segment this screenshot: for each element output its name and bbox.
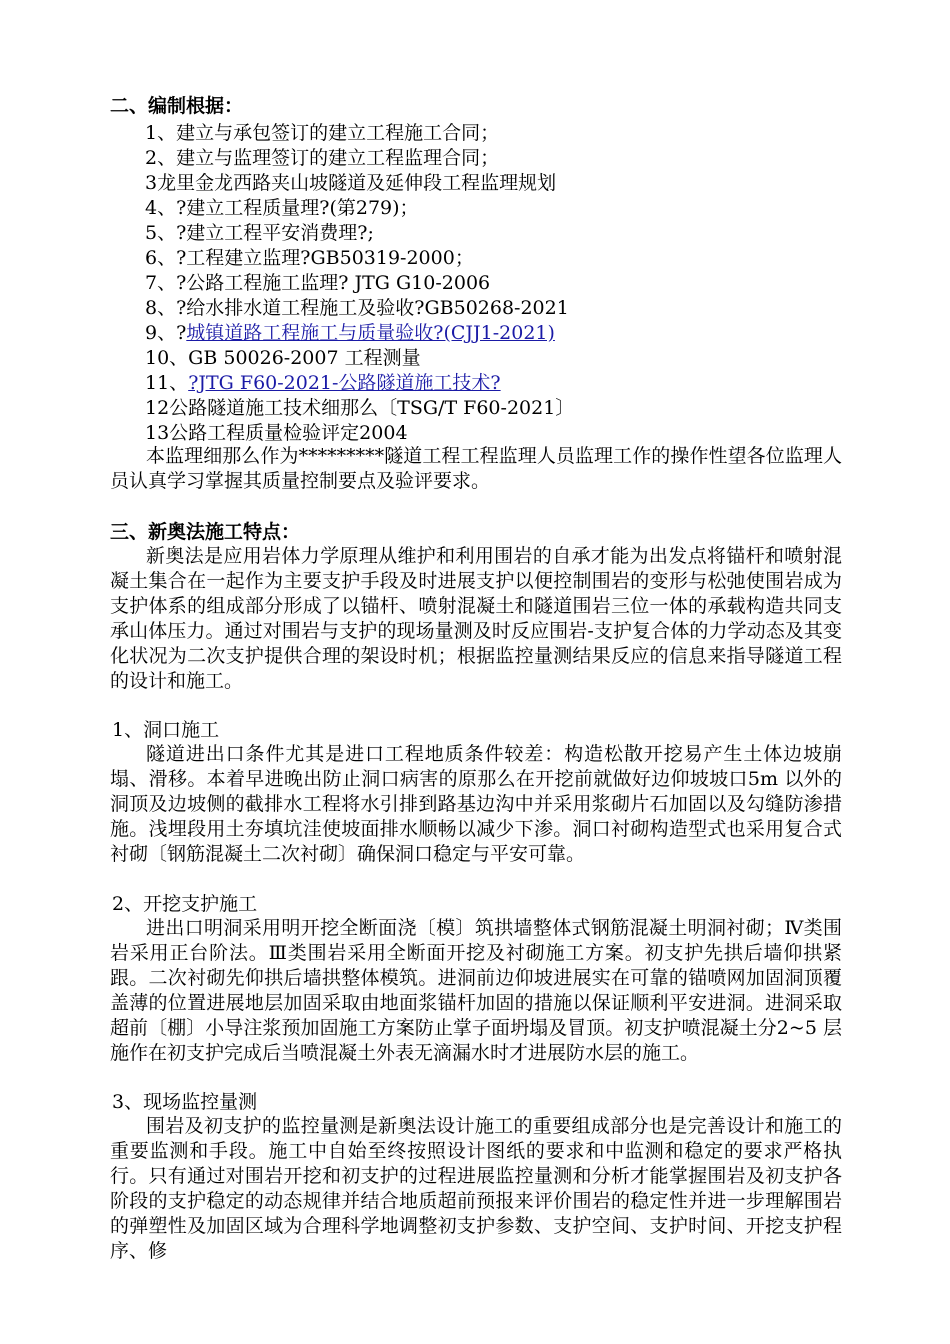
- section3-heading: 三、新奥法施工特点：: [110, 521, 301, 543]
- section2-closing-paragraph: 本监理细那么作为*********隧道工程工程监理人员监理工作的操作性望各位监理人员认真学习掌握其质量控制要点及验评要求。: [110, 445, 842, 492]
- subsection-3-title: 3、现场监控量测: [112, 1091, 258, 1113]
- reference-item-3: 3龙里金龙西路夹山坡隧道及延伸段工程监理规划: [145, 172, 557, 194]
- subsection-1-paragraph: 隧道进出口条件尤其是进口工程地质条件较差：构造松散开挖易产生土体边坡崩塌、滑移。本着早进晚出防止洞口病害的原那么在开挖前就做好边仰坡坡口5m 以外的洞顶及边坡侧的截排水工程将水引排到路基边沟中并采用浆砌片石加固以及勾缝防渗措施。浅埋段用土夯填坑洼使坡面排水顺畅以减少下渗。洞口衬砌构造型式也采用复合式衬砌〔钢筋混凝土二次衬砌〕确保洞口稳定与平安可靠。: [110, 743, 842, 865]
- reference-item-12: 12公路隧道施工技术细那么〔TSG/T F60-2021〕: [145, 397, 575, 419]
- reference-item-5: 5、?建立工程平安消费理?;: [145, 222, 374, 244]
- reference-item-9: [145, 321, 555, 345]
- section2-heading: 二、编制根据：: [110, 95, 244, 117]
- section3-intro-paragraph: 新奥法是应用岩体力学原理从维护和利用围岩的自承才能为出发点将锚杆和喷射混凝土集合在一起作为主要支护手段及时进展支护以便控制围岩的变形与松弛使围岩成为支护体系的组成部分形成了以锚杆、喷射混凝土和隧道围岩三位一体的承载构造共同支承山体压力。通过对围岩与支护的现场量测及时反应围岩-支护复合体的力学动态及其变化状况为二次支护提供合理的架设时机；根据监控量测结果反应的信息来指导隧道工程的设计和施工。: [110, 545, 842, 692]
- reference-link-jtg-f60[interactable]: ?JTG F60-2021-公路隧道施工技术?: [188, 372, 501, 394]
- subsection-2-paragraph: 进出口明洞采用明开挖全断面浇〔模〕筑拱墙整体式钢筋混凝土明洞衬砌；Ⅳ类围岩采用正台阶法。Ⅲ类围岩采用全断面开挖及衬砌施工方案。初支护先拱后墙仰拱紧跟。二次衬砌先仰拱后墙拱整体模筑。进洞前边仰坡进展实在可靠的锚喷网加固洞顶覆盖薄的位置进展地层加固采取由地面浆锚杆加固的措施以保证顺利平安进洞。进洞采取超前〔棚〕小导注浆预加固施工方案防止掌子面坍塌及冒顶。初支护喷混凝土分2~5 层施作在初支护完成后当喷混凝土外表无滴漏水时才进展防水层的施工。: [110, 917, 842, 1064]
- subsection-2-title: 2、开挖支护施工: [112, 893, 258, 915]
- reference-link-cjj1[interactable]: 城镇道路工程施工与质量验收?(CJJ1-2021): [186, 322, 555, 344]
- reference-item-1: 1、建立与承包签订的建立工程施工合同；: [145, 122, 500, 144]
- reference-item-2: 2、建立与监理签订的建立工程监理合同；: [145, 147, 500, 169]
- reference-item-11-prefix: 11、: [145, 372, 189, 394]
- reference-item-6: 6、?工程建立监理?GB50319-2000；: [145, 247, 474, 269]
- reference-item-4: 4、?建立工程质量理?(第279)；: [145, 197, 419, 219]
- subsection-3-paragraph: 围岩及初支护的监控量测是新奥法设计施工的重要组成部分也是完善设计和施工的重要监测和手段。施工中自始至终按照设计图纸的要求和中监测和稳定的要求严格执行。只有通过对围岩开挖和初支护的过程进展监控量测和分析才能掌握围岩及初支护各阶段的支护稳定的动态规律并结合地质超前预报来评价围岩的稳定性并进一步理解围岩的弹塑性及加固区域为合理科学地调整初支护参数、支护空间、支护时间、开挖支护程序、修: [110, 1115, 842, 1262]
- reference-item-11: [145, 371, 501, 395]
- reference-item-8: 8、?给水排水道工程施工及验收?GB50268-2021: [145, 297, 569, 319]
- reference-item-9-prefix: 9、?: [145, 322, 187, 344]
- reference-item-7: 7、?公路工程施工监理? JTG G10-2006: [145, 272, 491, 294]
- reference-item-10: 10、GB 50026-2007 工程测量: [145, 347, 421, 369]
- subsection-1-title: 1、洞口施工: [112, 719, 220, 741]
- reference-item-13: 13公路工程质量检验评定2004: [145, 422, 408, 444]
